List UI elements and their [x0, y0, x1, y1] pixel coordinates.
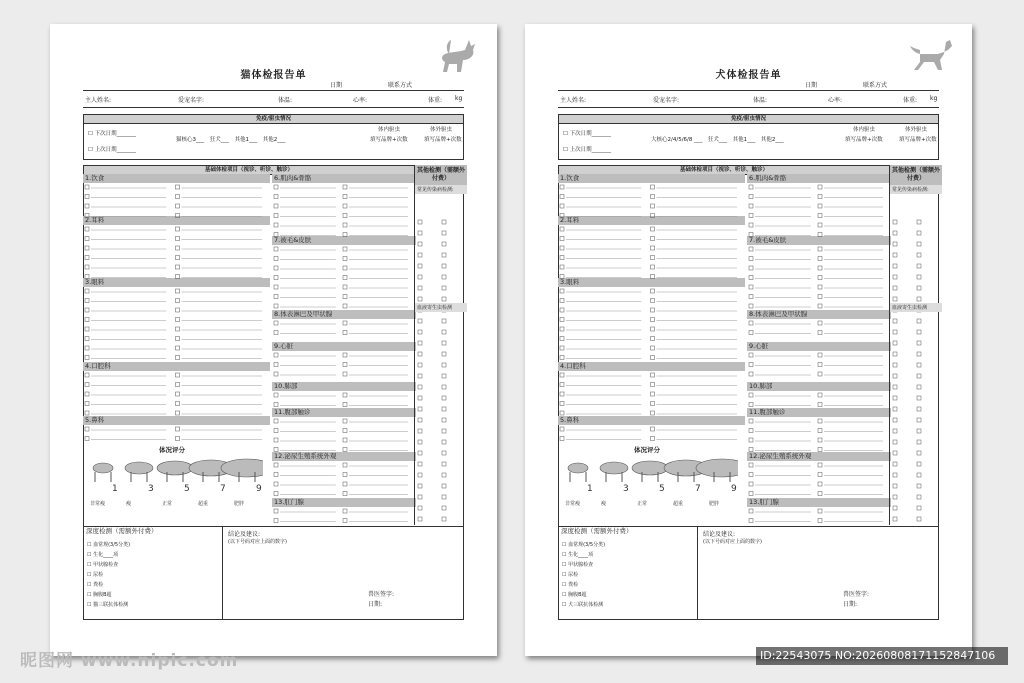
bottom-divider — [222, 527, 223, 619]
body-score-word: 肥胖 — [234, 501, 245, 507]
deep-exam-item[interactable]: ☐ 胸腹B超 — [87, 592, 112, 598]
body-score-word: 非常瘦 — [565, 501, 581, 507]
vaccine-types: 大核心2/4/5/6/8 ___ 狂犬___ 其他1___ 其他2___ — [651, 137, 784, 143]
info-owner-label: 主人姓名: — [560, 97, 587, 104]
info-unit-label: kg — [930, 95, 938, 102]
exam-section-left: 4.口腔科 — [83, 362, 270, 371]
body-score-word: 非常瘦 — [90, 501, 106, 507]
exam-section-right: 7.被毛&皮肤 — [747, 236, 891, 245]
contact-label: 联系方式 — [863, 82, 888, 89]
external-fill-hint: 填写品牌+次数 — [899, 137, 937, 143]
other-tests-header: 其他检测（需额外付费） — [890, 165, 942, 185]
deep-exam-item[interactable]: ☐ 生化____项 — [87, 552, 119, 558]
body-score-number: 3 — [623, 484, 629, 494]
deep-exam-item[interactable]: ☐ 尿检 — [87, 572, 104, 578]
vaccination-header: 免疫/驱虫情况 — [559, 115, 938, 124]
external-deworm-label: 体外驱虫 — [430, 127, 453, 133]
cat-report-sheet — [50, 24, 497, 656]
info-heart-label: 心率: — [353, 97, 368, 104]
vet-signature-label[interactable]: 兽医签字: — [368, 591, 395, 598]
dog-report-sheet — [525, 24, 972, 656]
deep-exam-item[interactable]: ☐ 胸腹B超 — [562, 592, 587, 598]
infectious-tests-label: 常见传染病检测: — [890, 185, 942, 194]
deep-exam-item[interactable]: ☐ 甲状腺检查 — [87, 562, 119, 568]
exam-section-right: 11.腹部触诊 — [272, 408, 416, 417]
body-score-word: 超重 — [673, 501, 684, 507]
info-owner-label: 主人姓名: — [85, 97, 112, 104]
body-score-number: 7 — [695, 484, 701, 494]
cat-silhouette-icon — [439, 38, 479, 80]
basic-exam-header: 基础体检项目（视诊、听诊、触诊） — [559, 166, 889, 175]
sign-date-label[interactable]: 日期: — [368, 601, 383, 608]
exam-section-left: 3.眼料 — [83, 278, 270, 287]
exam-section-right: 11.腹部触诊 — [747, 408, 891, 417]
conclusion-hint: (以下号码对应上面的数字) — [703, 539, 762, 545]
body-score-number: 5 — [184, 484, 190, 494]
body-score-number: 9 — [256, 484, 262, 494]
vaccination-header: 免疫/驱虫情况 — [84, 115, 463, 124]
body-score-number: 7 — [220, 484, 226, 494]
deep-exam-item[interactable]: ☐ 粪检 — [87, 582, 104, 588]
last-date-field[interactable]: ☐ 上次日期_______ — [88, 147, 136, 153]
date-label: 日期 — [330, 82, 343, 89]
body-score-label: 体况评分 — [159, 446, 185, 454]
date-label: 日期 — [805, 82, 818, 89]
exam-section-left: 4.口腔科 — [558, 362, 745, 371]
conclusion-label: 结论及建议: — [228, 531, 261, 538]
exam-section-right: 7.被毛&皮肤 — [272, 236, 416, 245]
deep-exam-item[interactable]: ☐ 猫三联抗体检测 — [87, 602, 129, 608]
exam-section-left: 1.饮食 — [558, 174, 745, 183]
body-score-label: 体况评分 — [634, 446, 660, 454]
vet-signature-label[interactable]: 兽医签字: — [843, 591, 870, 598]
dog-silhouette-icon — [908, 38, 954, 76]
sign-date-label[interactable]: 日期: — [843, 601, 858, 608]
exam-section-right: 13.肛门腺 — [272, 498, 416, 507]
id-stamp: ID:22543075 NO:20260808171152847106 — [756, 647, 1008, 665]
body-score-word: 肥胖 — [709, 501, 720, 507]
info-weight-label: 体重: — [428, 97, 443, 104]
basic-exam-header: 基础体检项目（视诊、听诊、触诊） — [84, 166, 414, 175]
internal-deworm-label: 体内驱虫 — [378, 127, 401, 133]
exam-section-right: 8.体表淋巴及甲状腺 — [747, 310, 891, 319]
exam-section-right: 10.肺部 — [272, 382, 416, 391]
exam-section-left: 2.耳料 — [558, 216, 745, 225]
body-score-figures — [558, 454, 738, 506]
body-score-figures — [83, 454, 263, 506]
deep-exam-item[interactable]: ☐ 血常规(3/5分类) — [562, 542, 606, 548]
pet-info-bar — [558, 90, 939, 108]
external-fill-hint: 填写品牌+次数 — [424, 137, 462, 143]
exam-section-left: 5.鼻科 — [83, 416, 270, 425]
infectious-tests-label: 常见传染病检测: — [415, 185, 467, 194]
watermark-text: 昵图网 www.nipic.com — [20, 651, 239, 671]
info-weight-label: 体重: — [903, 97, 918, 104]
external-deworm-label: 体外驱虫 — [905, 127, 928, 133]
last-date-field[interactable]: ☐ 上次日期_______ — [563, 147, 611, 153]
exam-section-left: 2.耳料 — [83, 216, 270, 225]
next-date-field[interactable]: ☐ 下次日期_______ — [563, 131, 611, 137]
contact-label: 联系方式 — [388, 82, 413, 89]
vaccination-box — [558, 114, 939, 160]
body-score-word: 正常 — [162, 501, 173, 507]
exam-section-left: 1.饮食 — [83, 174, 270, 183]
deep-exam-box — [558, 526, 939, 620]
report-title: 犬体检报告单 — [715, 70, 782, 81]
report-title: 猫体检报告单 — [240, 70, 307, 81]
body-score-word: 正常 — [637, 501, 648, 507]
conclusion-label: 结论及建议: — [703, 531, 736, 538]
body-score-number: 1 — [587, 484, 593, 494]
deep-exam-header: 深度检测（需额外付费） — [86, 527, 158, 535]
info-temp-label: 体温: — [278, 97, 293, 104]
exam-section-right: 9.心脏 — [747, 342, 891, 351]
exam-section-right: 10.肺部 — [747, 382, 891, 391]
deep-exam-item[interactable]: ☐ 粪检 — [562, 582, 579, 588]
deep-exam-item[interactable]: ☐ 犬三联抗体检测 — [562, 602, 604, 608]
body-score-word: 瘦 — [601, 501, 607, 507]
info-unit-label: kg — [455, 95, 463, 102]
internal-deworm-label: 体内驱虫 — [853, 127, 876, 133]
internal-fill-hint: 填写品牌+次数 — [845, 137, 883, 143]
deep-exam-item[interactable]: ☐ 尿检 — [562, 572, 579, 578]
deep-exam-box — [83, 526, 464, 620]
exam-section-right: 13.肛门腺 — [747, 498, 891, 507]
deep-exam-item[interactable]: ☐ 甲状腺检查 — [562, 562, 594, 568]
body-score-word: 瘦 — [126, 501, 132, 507]
body-score-number: 1 — [112, 484, 118, 494]
vaccine-types: 猫核心3___ 狂犬___ 其他1___ 其他2___ — [176, 137, 286, 143]
pet-info-bar — [83, 90, 464, 108]
internal-fill-hint: 填写品牌+次数 — [370, 137, 408, 143]
info-temp-label: 体温: — [753, 97, 768, 104]
deep-exam-header: 深度检测（需额外付费） — [561, 527, 633, 535]
exam-section-right: 9.心脏 — [272, 342, 416, 351]
conclusion-hint: (以下号码对应上面的数字) — [228, 539, 287, 545]
body-score-number: 9 — [731, 484, 737, 494]
info-pet-label: 爱宠名字: — [653, 97, 680, 104]
next-date-field[interactable]: ☐ 下次日期_______ — [88, 131, 136, 137]
other-tests-panel — [889, 165, 942, 525]
other-tests-header: 其他检测（需额外付费） — [415, 165, 467, 185]
exam-section-right: 12.泌尿生殖系统外观 — [272, 452, 416, 461]
exam-section-left: 3.眼料 — [558, 278, 745, 287]
exam-section-right: 6.肌肉&骨骼 — [272, 174, 416, 183]
body-score-word: 超重 — [198, 501, 209, 507]
body-score-number: 5 — [659, 484, 665, 494]
exam-section-left: 5.鼻科 — [558, 416, 745, 425]
deep-exam-item[interactable]: ☐ 生化____项 — [562, 552, 594, 558]
exam-section-right: 8.体表淋巴及甲状腺 — [272, 310, 416, 319]
info-pet-label: 爱宠名字: — [178, 97, 205, 104]
body-score-number: 3 — [148, 484, 154, 494]
info-heart-label: 心率: — [828, 97, 843, 104]
vaccination-box — [83, 114, 464, 160]
deep-exam-item[interactable]: ☐ 血常规(3/5分类) — [87, 542, 131, 548]
other-tests-panel — [414, 165, 467, 525]
exam-section-right: 6.肌肉&骨骼 — [747, 174, 891, 183]
exam-section-right: 12.泌尿生殖系统外观 — [747, 452, 891, 461]
blood-parasite-label: 血液寄生虫检测 — [415, 303, 467, 312]
bottom-divider — [697, 527, 698, 619]
blood-parasite-label: 血液寄生虫检测 — [890, 303, 942, 312]
